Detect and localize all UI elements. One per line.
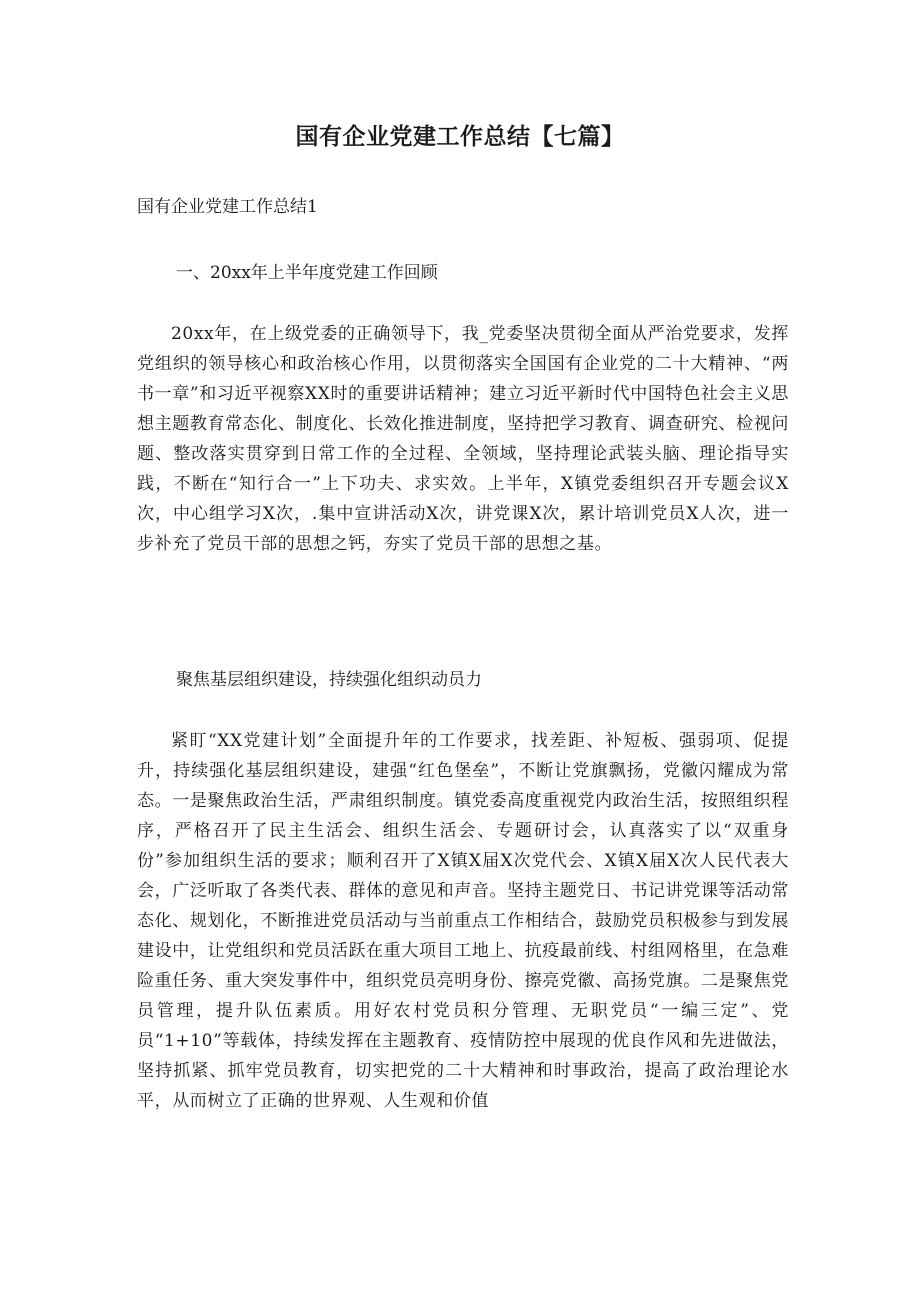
paragraph-review: 20xx年，在上级党委的正确领导下，我_党委坚决贯彻全面从严治党要求，发挥党组织的领导核心和政治核心作用，以贯彻落实全国国有企业党的二十大精神、“两书一章”和习近平视察XX时的重要讲话精神；建立习近平新时代中国特色社会主义思想主题教育常态化、制度化、长效化推进制度，坚持把学习教育、调查研究、检视问题、整改落实贯穿到日常工作的全过程、全领域，坚持理论武装头脑、理论指导实践，不断在“知行合一”上下功夫、求实效。上半年，X镇党委组织召开专题会议X次，中心组学习X次，.集中宣讲活动X次，讲党课X次，累计培训党员X人次，进一步补充了党员干部的思想之钙，夯实了党员干部的思想之基。 [137, 324, 789, 554]
document-subtitle: 国有企业党建工作总结1 [137, 197, 318, 217]
section-heading: 一、20xx年上半年度党建工作回顾 [176, 263, 438, 283]
document-title: 国有企业党建工作总结【七篇】 [295, 124, 625, 150]
paragraph-grassroots: 紧盯“XX党建计划”全面提升年的工作要求，找差距、补短板、强弱项、促提升，持续强化基层组织建设，建强“红色堡垒”，不断让党旗飘扬，党徽闪耀成为常态。一是聚焦政治生活，严肃组织制度。镇党委高度重视党内政治生活，按照组织程序，严格召开了民主生活会、组织生活会、专题研讨会，认真落实了以“双重身份”参加组织生活的要求；顺利召开了X镇X届X次党代会、X镇X届X次人民代表大会，广泛听取了各类代表、群体的意见和声音。坚持主题党日、书记讲党课等活动常态化、规划化，不断推进党员活动与当前重点工作相结合，鼓励党员积极参与到发展建设中，让党组织和党员活跃在重大项目工地上、抗疫最前线、村组网格里，在急难险重任务、重大突发事件中，组织党员亮明身份、擦亮党徽、高扬党旗。二是聚焦党员管理，提升队伍素质。用好农村党员积分管理、无职党员“一编三定”、党员“1+10”等载体，持续发挥在主题教育、疫情防控中展现的优良作风和先进做法，坚持抓紧、抓牢党员教育，切实把党的二十大精神和时事政治，提高了政治理论水平，从而树立了正确的世界观、人生观和价值 [137, 731, 789, 1111]
subheading-grassroots: 聚焦基层组织建设，持续强化组织动员力 [176, 670, 482, 690]
